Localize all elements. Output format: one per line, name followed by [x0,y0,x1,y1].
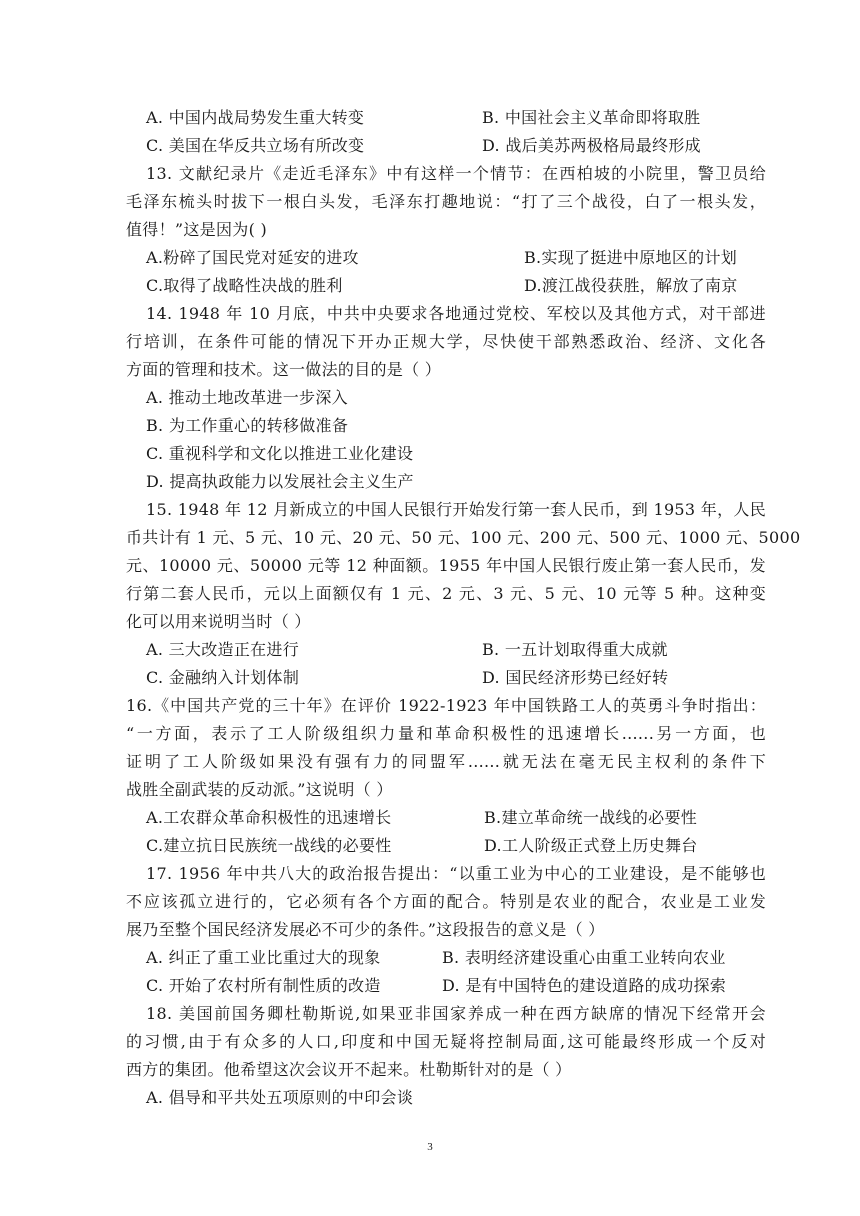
q18-option-a: A. 倡导和平共处五项原则的中印会谈 [146,1088,414,1107]
q16-stem-line: 战胜全副武装的反动派。”这说明（ ） [126,780,393,799]
q13-stem-line: 13. 文献纪录片《走近毛泽东》中有这样一个情节：在西柏坡的小院里，警卫员给 [146,164,766,183]
q13-option-b: B.实现了挺进中原地区的计划 [524,248,738,267]
q17-stem-line: 展乃至整个国民经济发展必不可少的条件。”这段报告的意义是（ ） [126,920,605,939]
q13-option-a: A.粉碎了国民党对延安的进攻 [146,248,359,267]
q14-stem-line: 14. 1948 年 10 月底，中共中央要求各地通过党校、军校以及其他方式，对干部进 [146,304,766,323]
q15-option-b: B. 一五计划取得重大成就 [482,640,668,659]
q13-stem-line: 值得！”这是因为( ) [126,220,268,239]
q14-option-b: B. 为工作重心的转移做准备 [146,416,349,435]
q16-stem-line: “一方面，表示了工人阶级组织力量和革命积极性的迅速增长......另一方面，也 [126,724,766,743]
q17-stem-line: 不应该孤立进行的，它必须有各个方面的配合。特别是农业的配合，农业是工业发 [126,892,766,911]
q15-option-c: C. 金融纳入计划体制 [146,668,300,687]
q15-option-a: A. 三大改造正在进行 [146,640,300,659]
q17-option-a: A. 纠正了重工业比重过大的现象 [146,948,381,967]
q16-option-a: A.工农群众革命积极性的迅速增长 [146,808,392,827]
q12-option-c: C. 美国在华反共立场有所改变 [146,136,365,155]
q16-stem-line: 16.《中国共产党的三十年》在评价 1922-1923 年中国铁路工人的英勇斗争时指出： [126,696,766,715]
q12-option-b: B. 中国社会主义革命即将取胜 [482,108,701,127]
q18-stem-line: 18. 美国前国务卿杜勒斯说,如果亚非国家养成一种在西方缺席的情况下经常开会 [146,1004,766,1023]
q15-stem-line: 元、10000 元、50000 元等 12 种面额。1955 年中国人民银行废止第一套人民币，发 [126,556,766,575]
q16-option-c: C.建立抗日民族统一战线的必要性 [146,836,392,855]
q17-option-b: B. 表明经济建设重心由重工业转向农业 [442,948,726,967]
q15-stem-line: 行第二套人民币，元以上面额仅有 1 元、2 元、3 元、5 元、10 元等 5 种。这种变 [126,584,766,603]
q17-option-c: C. 开始了农村所有制性质的改造 [146,976,381,995]
q18-stem-line: 的习惯,由于有众多的人口,印度和中国无疑将控制局面,这可能最终形成一个反对 [126,1032,766,1051]
q13-stem-line: 毛泽东梳头时拔下一根白头发，毛泽东打趣地说：“打了三个战役，白了一根头发， [126,192,766,211]
q17-stem-line: 17. 1956 年中共八大的政治报告提出：“以重工业为中心的工业建设，是不能够也 [146,864,766,883]
q12-option-d: D. 战后美苏两极格局最终形成 [482,136,701,155]
q12-option-a: A. 中国内战局势发生重大转变 [146,108,365,127]
q18-stem-line: 西方的集团。他希望这次会议开不起来。杜勒斯针对的是（ ） [126,1060,572,1079]
q17-option-d: D. 是有中国特色的建设道路的成功探索 [442,976,727,995]
q14-option-a: A. 推动土地改革进一步深入 [146,388,348,407]
q15-stem-line: 化可以用来说明当时（ ） [126,612,311,631]
q16-option-b: B.建立革命统一战线的必要性 [484,808,698,827]
q14-stem-line: 行培训，在条件可能的情况下开办正规大学，尽快使干部熟悉政治、经济、文化各 [126,332,766,351]
page-number: 3 [427,1141,433,1153]
q14-option-d: D. 提高执政能力以发展社会主义生产 [146,472,414,491]
q13-option-c: C.取得了战略性决战的胜利 [146,276,343,295]
q15-stem-line: 币共计有 1 元、5 元、10 元、20 元、50 元、100 元、200 元、500 元、1000 元、5000 [126,528,801,547]
q16-option-d: D.工人阶级正式登上历史舞台 [484,836,698,855]
q14-stem-line: 方面的管理和技术。这一做法的目的是（ ） [126,360,442,379]
q13-option-d: D.渡江战役获胜，解放了南京 [524,276,738,295]
q15-stem-line: 15. 1948 年 12 月新成立的中国人民银行开始发行第一套人民币，到 1953 年，人民 [146,500,766,519]
q15-option-d: D. 国民经济形势已经好转 [482,668,669,687]
q14-option-c: C. 重视科学和文化以推进工业化建设 [146,444,414,463]
q16-stem-line: 证明了工人阶级如果没有强有力的同盟军......就无法在毫无民主权利的条件下 [126,752,766,771]
